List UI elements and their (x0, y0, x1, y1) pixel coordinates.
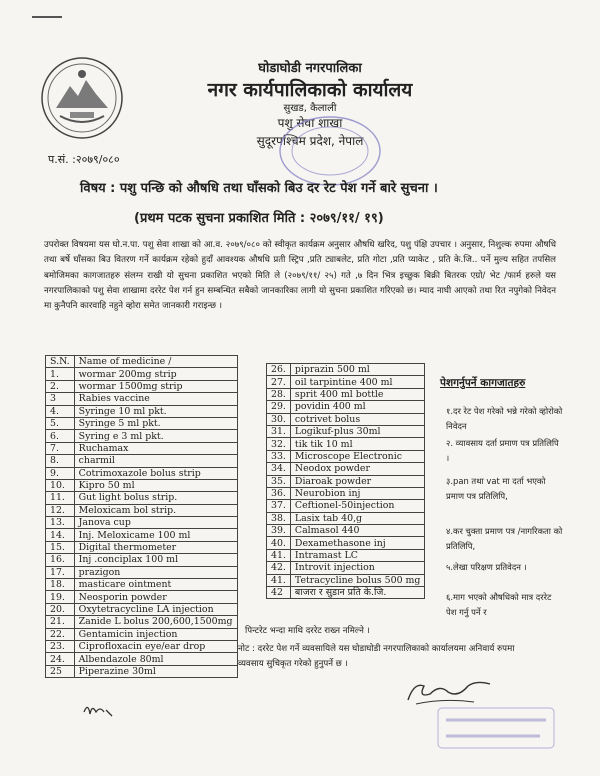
table-row (46, 368, 238, 380)
government-emblem-icon (40, 56, 124, 140)
medicine-name-cell: Cotrimoxazole bolus strip (74, 467, 237, 479)
medicine-name-cell: wormar 200mg strip (74, 368, 237, 380)
table-row (46, 616, 238, 628)
serial-number-cell: 34. (267, 463, 291, 475)
table-row (46, 405, 238, 417)
medicine-name-cell: Logikuf-plus 30ml (290, 425, 425, 437)
serial-number-cell: 11. (46, 492, 75, 504)
medicine-name-cell: sprit 400 ml bottle (290, 388, 425, 400)
table-row (267, 574, 425, 586)
medicine-name-cell: Ruchamax (74, 442, 237, 454)
medicine-name-cell: Inj .conciplax 100 ml (74, 554, 237, 566)
table-row (267, 438, 425, 450)
top-mark (32, 16, 62, 18)
table-row (267, 450, 425, 462)
medicine-name-cell: tik tik 10 ml (290, 438, 425, 450)
table-row (46, 417, 238, 429)
medicine-name-cell: Ceftionel-50injection (290, 500, 425, 512)
table-row (267, 376, 425, 388)
table-row (267, 487, 425, 499)
section-name: पशु सेवा शाखा (277, 116, 343, 130)
medicine-name-cell: charmil (74, 455, 237, 467)
serial-number-cell: 41. (267, 549, 291, 561)
medicine-name-cell: Janova cup (74, 517, 237, 529)
table-row (267, 537, 425, 549)
office-location: सुखड, कैलाली (283, 103, 337, 114)
medicine-name-cell: povidin 400 ml (290, 401, 425, 413)
table-row (267, 500, 425, 512)
publish-date: (प्रथम पटक सुचना प्रकाशित मिति : २०७९/११/ १९) (134, 211, 384, 226)
officer-stamp-icon (436, 706, 556, 750)
table-row (267, 587, 425, 599)
document-item: ३.pan तथा vat मा दर्ता भएको प्रमाण पत्र प्रतिलिपि, (446, 476, 546, 501)
table-row (46, 640, 238, 652)
table-row (267, 413, 425, 425)
table-row (46, 380, 238, 392)
document-item: ४.कर चुक्ता प्रमाण पत्र /नागरिकता को प्रतिलिपि, (446, 526, 563, 551)
table-row (46, 541, 238, 553)
serial-number-cell: 13. (46, 517, 75, 529)
serial-number-cell: 10. (46, 479, 75, 491)
table-row (46, 591, 238, 603)
serial-number-cell: 6. (46, 430, 75, 442)
office-name: नगर कार्यपालिकाको कार्यालय (207, 79, 413, 101)
medicine-name-cell: Calmasol 440 (290, 525, 425, 537)
notice-subject: विषय : पशु पन्छि को औषधि तथा घाँसको बिउ दर रेट पेश गर्ने बारे सुचना । (80, 181, 438, 196)
serial-number-cell: 33. (267, 450, 291, 462)
document-item: ६.माग भएको औषधिको मात्र दररेट पेश गर्नु पर्ने र (446, 592, 552, 617)
serial-number-cell: 22. (46, 628, 75, 640)
table-row (46, 430, 238, 442)
medicine-name-cell: Inj. Meloxicame 100 ml (74, 529, 237, 541)
serial-number-cell: 3 (46, 393, 75, 405)
initial-signature-icon (82, 700, 114, 720)
table-row (267, 525, 425, 537)
notice-body: उपरोक्त विषयमा यस घो.न.पा. पशु सेवा शाखा को आ.व. २०७९/०८० को स्वीकृत कार्यक्रम अनुसार औषधि खरिद, पशु पंक्षि उपचार । अनुसार, निशुल्क रुपमा औषधि तथा बर्षे घाँसका बिउ वितरण गर्ने कार्यक्रम रहेको हुदाँ आवश्यक औषधि प्रती स्ट्रिप ,प्रति ट्याबलेट, प्रति गोटा ,प्रति प्याकेट , प्रति के.जि.. पर्ने मुल्य सहित तपसिल बमोजिमका कागजातहरु संलग्न राखी यो सुचना प्रकाशित भएको मिति ले (२०७९/११/ २५) गते ,७ दिन भित्र इच्छुक बिक्री बितरक एग्रो/ भेट /फार्म हरुले यस नगरपालिकाको पशु सेवा शाखामा दररेट पेश गर्न हुन सम्बन्धित सबैको जानकारिका लागी यो सुचना प्रकाशित गरिएको छ। म्याद नाघी आएको तथा रित नपुगेको निवेदन मा कुनैपनि कारवाहि नहुने व्होरा समेत जानकारी गराइन्छ । (44, 240, 556, 312)
medicine-name-cell: Neurobion inj (290, 487, 425, 499)
serial-number-cell: 26. (267, 364, 291, 376)
serial-number-cell: 16. (46, 554, 75, 566)
serial-number-cell: 25 (46, 665, 75, 677)
serial-number-cell: S.N. (46, 356, 75, 368)
medicine-table-2 (266, 363, 425, 599)
serial-number-cell: 32. (267, 438, 291, 450)
table-row (46, 603, 238, 615)
document-item: ५.लेखा परिक्षण प्रतिवेदन । (446, 562, 527, 572)
table-row (267, 463, 425, 475)
serial-number-cell: 28. (267, 388, 291, 400)
medicine-name-cell: Zanide L bolus 200,600,1500mg (74, 616, 237, 628)
medicine-name-cell: Neodox powder (290, 463, 425, 475)
municipality-name: घोडाघोडी नगरपालिका (258, 61, 362, 76)
medicine-table-1 (45, 355, 238, 678)
serial-number-cell: 30. (267, 413, 291, 425)
medicine-name-cell: Albendazole 80ml (74, 653, 237, 665)
table-row (46, 653, 238, 665)
serial-number-cell: 36. (267, 487, 291, 499)
table-row (46, 504, 238, 516)
tender-note: पिन्टरेट भन्दा माथि दररेट राख्न नमिल्ने । (245, 626, 370, 636)
medicine-name-cell: oil tarpintine 400 ml (290, 376, 425, 388)
table-row (46, 665, 238, 677)
table-row (46, 566, 238, 578)
medicine-name-cell: Gentamicin injection (74, 628, 237, 640)
serial-number-cell: 20. (46, 603, 75, 615)
table-row (46, 554, 238, 566)
table-row (267, 475, 425, 487)
serial-number-cell: 19. (46, 591, 75, 603)
serial-number-cell: 42 (267, 587, 291, 599)
table-row (267, 549, 425, 561)
medicine-name-cell: prazigon (74, 566, 237, 578)
table-row (46, 628, 238, 640)
serial-number-cell: 42. (267, 562, 291, 574)
table-row (267, 562, 425, 574)
serial-number-cell: 40. (267, 537, 291, 549)
serial-number-cell: 41. (267, 574, 291, 586)
serial-number-cell: 23. (46, 640, 75, 652)
serial-number-cell: 4. (46, 405, 75, 417)
serial-number-cell: 9. (46, 467, 75, 479)
serial-number-cell: 2. (46, 380, 75, 392)
table-row (267, 388, 425, 400)
table-row (46, 442, 238, 454)
serial-number-cell: 5. (46, 417, 75, 429)
medicine-name-cell: Intramast LC (290, 549, 425, 561)
serial-number-cell: 21. (46, 616, 75, 628)
serial-number-cell: 27. (267, 376, 291, 388)
medicine-name-cell: cotrivet bolus (290, 413, 425, 425)
medicine-name-cell: wormar 1500mg strip (74, 380, 237, 392)
table-row (46, 579, 238, 591)
document-item: २. व्यावसाय दर्ता प्रमाण पत्र प्रतिलिपि । (446, 438, 559, 463)
table-row (267, 512, 425, 524)
serial-number-cell: 24. (46, 653, 75, 665)
registration-note: नोट : दररेट पेश गर्ने व्यवसायिले यस घोडाघोडी नगरपालिकाको कार्यालयमा अनिवार्य रुपमा व्यवसाय सुचिकृत गरेको हुनुपर्ने छ । (238, 644, 515, 669)
serial-number-cell: 15. (46, 541, 75, 553)
medicine-name-cell: Oxytetracycline LA injection (74, 603, 237, 615)
table-header-row (46, 356, 238, 368)
table-row (46, 467, 238, 479)
medicine-name-cell: Diaroak powder (290, 475, 425, 487)
serial-number-cell: 39. (267, 525, 291, 537)
medicine-name-cell: Ciprofloxacin eye/ear drop (74, 640, 237, 652)
serial-number-cell: 7. (46, 442, 75, 454)
medicine-name-cell: Microscope Electronic (290, 450, 425, 462)
medicine-name-cell: Syringe 10 ml pkt. (74, 405, 237, 417)
medicine-name-cell: Tetracycline bolus 500 mg (290, 574, 425, 586)
medicine-name-cell: masticare ointment (74, 579, 237, 591)
medicine-name-cell: Meloxicam bol strip. (74, 504, 237, 516)
table-row (46, 492, 238, 504)
medicine-name-cell: Digital thermometer (74, 541, 237, 553)
serial-number-cell: 12. (46, 504, 75, 516)
medicine-name-cell: Gut light bolus strip. (74, 492, 237, 504)
serial-number-cell: 18. (46, 579, 75, 591)
medicine-name-cell: Lasix tab 40,g (290, 512, 425, 524)
document-item: १.दर रेट पेश गरेको भन्ने गरेको व्होरोको निवेदन (446, 406, 563, 431)
serial-number-cell: 14. (46, 529, 75, 541)
serial-number-cell: 37. (267, 500, 291, 512)
reference-number: प.सं. :२०७९/०८० (48, 153, 120, 166)
medicine-name-cell: Syring e 3 ml pkt. (74, 430, 237, 442)
table-row (267, 401, 425, 413)
table-row (46, 455, 238, 467)
serial-number-cell: 29. (267, 401, 291, 413)
medicine-name-cell: Kipro 50 ml (74, 479, 237, 491)
table-row (267, 364, 425, 376)
serial-number-cell: 17. (46, 566, 75, 578)
serial-number-cell: 31. (267, 425, 291, 437)
documents-title: पेशगर्नुपर्ने कागजातहरु (440, 377, 526, 389)
medicine-name-cell: Piperazine 30ml (74, 665, 237, 677)
medicine-name-cell: Syringe 5 ml pkt. (74, 417, 237, 429)
table-row (46, 393, 238, 405)
medicine-name-cell: piprazin 500 ml (290, 364, 425, 376)
serial-number-cell: 38. (267, 512, 291, 524)
medicine-name-cell: Neosporin powder (74, 591, 237, 603)
medicine-name-cell: बाजरा र सुडान प्रति के.जि. (290, 587, 425, 599)
table-row (46, 517, 238, 529)
serial-number-cell: 1. (46, 368, 75, 380)
medicine-name-cell: Introvit injection (290, 562, 425, 574)
table-row (46, 479, 238, 491)
province-name: सुदूरपश्चिम प्रदेश, नेपाल (256, 134, 364, 148)
serial-number-cell: 35. (267, 475, 291, 487)
medicine-name-cell: Dexamethasone inj (290, 537, 425, 549)
medicine-name-cell: Name of medicine / (74, 356, 237, 368)
medicine-name-cell: Rabies vaccine (74, 393, 237, 405)
table-row (267, 425, 425, 437)
serial-number-cell: 8. (46, 455, 75, 467)
table-row (46, 529, 238, 541)
